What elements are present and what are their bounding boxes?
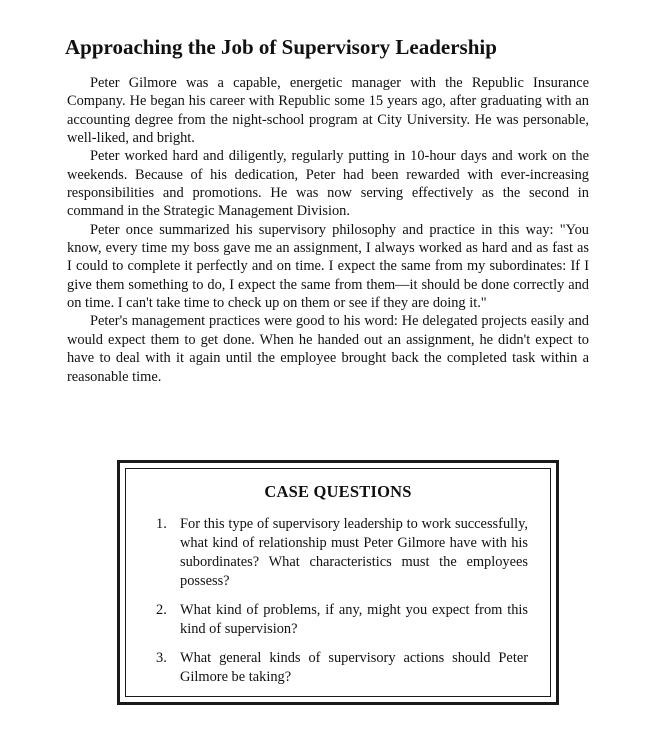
case-question-item — [156, 601, 528, 639]
case-questions-heading: CASE QUESTIONS — [264, 482, 412, 501]
paragraph: Peter worked hard and diligently, regularly putting in 10-hour days and work on the weekends. Because of his dedication, Peter had been rewarded with ever-increasing responsibilities and promotions. He was now serving effectively as the second in command in the Strategic Management Division. — [67, 148, 589, 220]
case-question-item — [156, 515, 528, 591]
case-title: Approaching the Job of Supervisory Leadership — [65, 35, 497, 59]
case-question-text: What general kinds of supervisory actions should Peter Gilmore be taking? — [180, 650, 528, 685]
paragraph: Peter's management practices were good to his word: He delegated projects easily and would expect them to get done. When he handed out an assignment, he didn't expect to have to deal with it again until the employee brought back the completed task within a reasonable time. — [67, 313, 589, 385]
case-questions-box — [117, 460, 559, 705]
case-question-number: 1. — [156, 516, 167, 532]
paragraph: Peter Gilmore was a capable, energetic manager with the Republic Insurance Company. He began his career with Republic some 15 years ago, after graduating with an accounting degree from the night-school program at City University. He was personable, well-liked, and bright. — [67, 75, 589, 147]
case-question-item — [156, 649, 528, 687]
case-question-number: 3. — [156, 650, 167, 666]
case-narrative — [67, 74, 589, 386]
case-questions-inner-border — [125, 468, 551, 697]
case-questions-list — [156, 515, 528, 697]
case-question-text: For this type of supervisory leadership to work successfully, what kind of relationship must Peter Gilmore have with his subordinates? What characteristics must the employees possess? — [180, 516, 528, 589]
case-question-text: What kind of problems, if any, might you expect from this kind of supervision? — [180, 602, 528, 637]
case-question-number: 2. — [156, 602, 167, 618]
paragraph: Peter once summarized his supervisory philosophy and practice in this way: "You know, every time my boss gave me an assignment, I always worked as hard and as fast as I could to complete it perfectly and on time. I expect the same from my subordinates: If I give them something to do, I expect the same from them—it should be done correctly and on time. I can't take time to check up on them or see if they are doing it." — [67, 221, 589, 312]
